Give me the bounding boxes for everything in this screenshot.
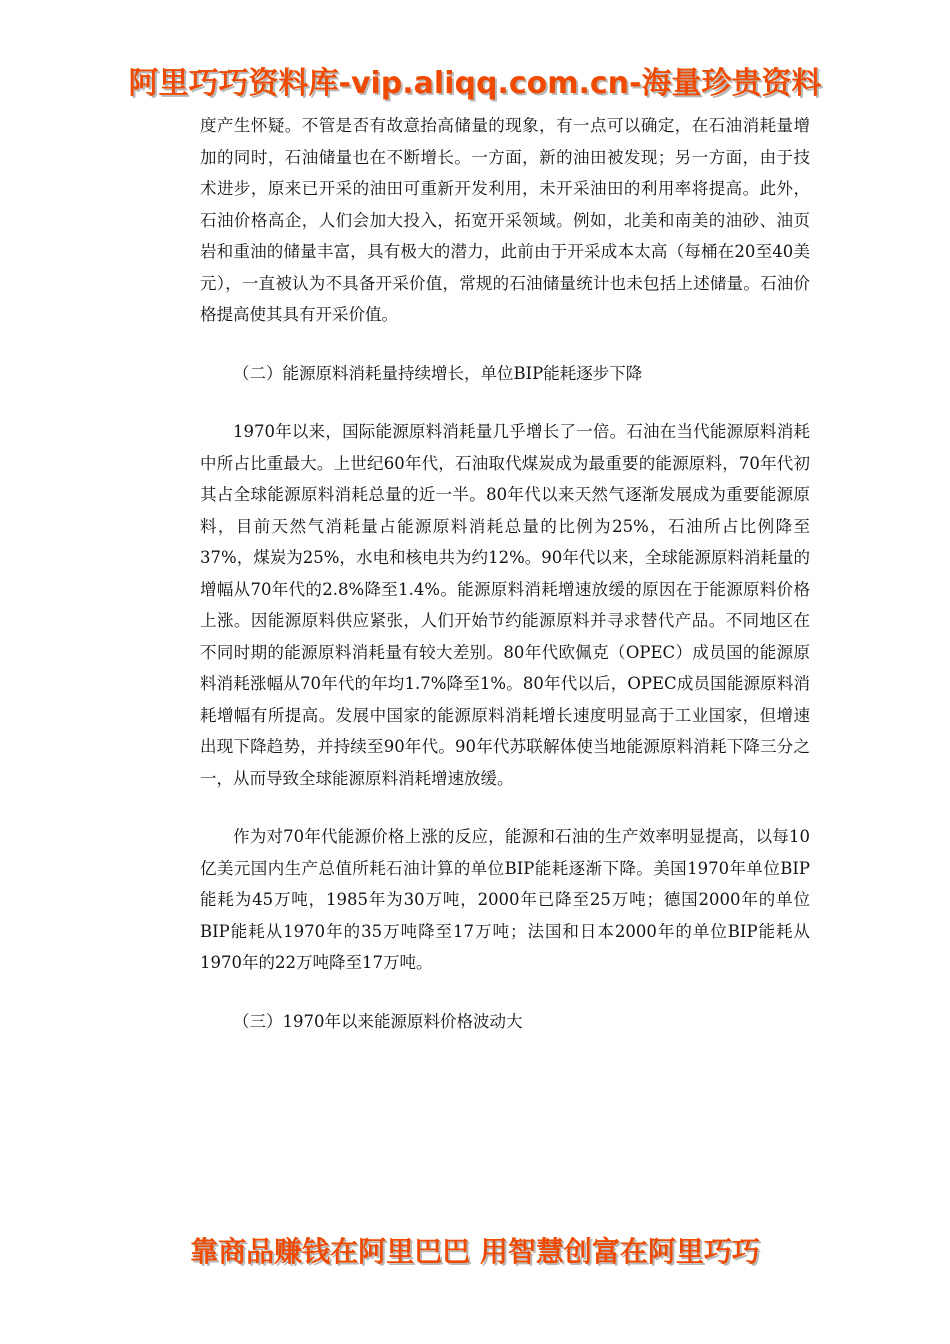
header-banner: 阿里巧巧资料库-vip.aliqq.com.cn-海量珍贵资料: [128, 66, 822, 101]
spacer: [200, 794, 810, 821]
paragraph-oil-reserves: 度产生怀疑。不管是否有故意抬高储量的现象，有一点可以确定，在石油消耗量增加的同时，石油储量也在不断增长。一方面，新的油田被发现；另一方面，由于技术进步，原来已开采的油田可重新开发利用，未开采油田的利用率将提高。此外，石油价格高企，人们会加大投入，拓宽开采领域。例如，北美和南美的油砂、油页岩和重油的储量丰富，具有极大的潜力，此前由于开采成本太高（每桶在20至40美元），一直被认为不具备开采价值，常规的石油储量统计也未包括上述储量。石油价格提高使其具有开采价值。: [200, 116, 810, 324]
paragraph-bip-energy-intensity: 作为对70年代能源价格上涨的反应，能源和石油的生产效率明显提高，以每10亿美元国内生产总值所耗石油计算的单位BIP能耗逐渐下降。美国1970年单位BIP能耗为45万吨，1985年为30万吨，2000年已降至25万吨；德国2000年的单位BIP能耗从1970年的35万吨降至17万吨；法国和日本2000年的单位BIP能耗从1970年的22万吨降至17万吨。: [200, 827, 810, 972]
document-body: [200, 110, 810, 1037]
spacer: [200, 389, 810, 416]
section-heading-2: （二）能源原料消耗量持续增长，单位BIP能耗逐步下降: [233, 363, 643, 383]
paragraph-energy-consumption: 1970年以来，国际能源原料消耗量几乎增长了一倍。石油在当代能源原料消耗中所占比重最大。上世纪60年代，石油取代煤炭成为最重要的能源原料，70年代初其占全球能源原料消耗总量的近一半。80年代以来天然气逐渐发展成为重要能源原料，目前天然气消耗量占能源原料消耗总量的比例为25%，石油所占比例降至37%，煤炭为25%，水电和核电共为约12%。90年代以来，全球能源原料消耗量的增幅从70年代的2.8%降至1.4%。能源原料消耗增速放缓的原因在于能源原料价格上涨。因能源原料供应紧张，人们开始节约能源原料并寻求替代产品。不同地区在不同时期的能源原料消耗量有较大差别。80年代欧佩克（OPEC）成员国的能源原料消耗涨幅从70年代的年均1.7%降至1%。80年代以后，OPEC成员国能源原料消耗增幅有所提高。发展中国家的能源原料消耗增长速度明显高于工业国家，但增速出现下降趋势，并持续至90年代。90年代苏联解体使当地能源原料消耗下降三分之一，从而导致全球能源原料消耗增速放缓。: [200, 422, 810, 788]
spacer: [200, 979, 810, 1006]
spacer: [200, 331, 810, 358]
section-heading-3: （三）1970年以来能源原料价格波动大: [233, 1011, 523, 1031]
footer-banner: 靠商品赚钱在阿里巴巴 用智慧创富在阿里巧巧: [190, 1235, 760, 1268]
